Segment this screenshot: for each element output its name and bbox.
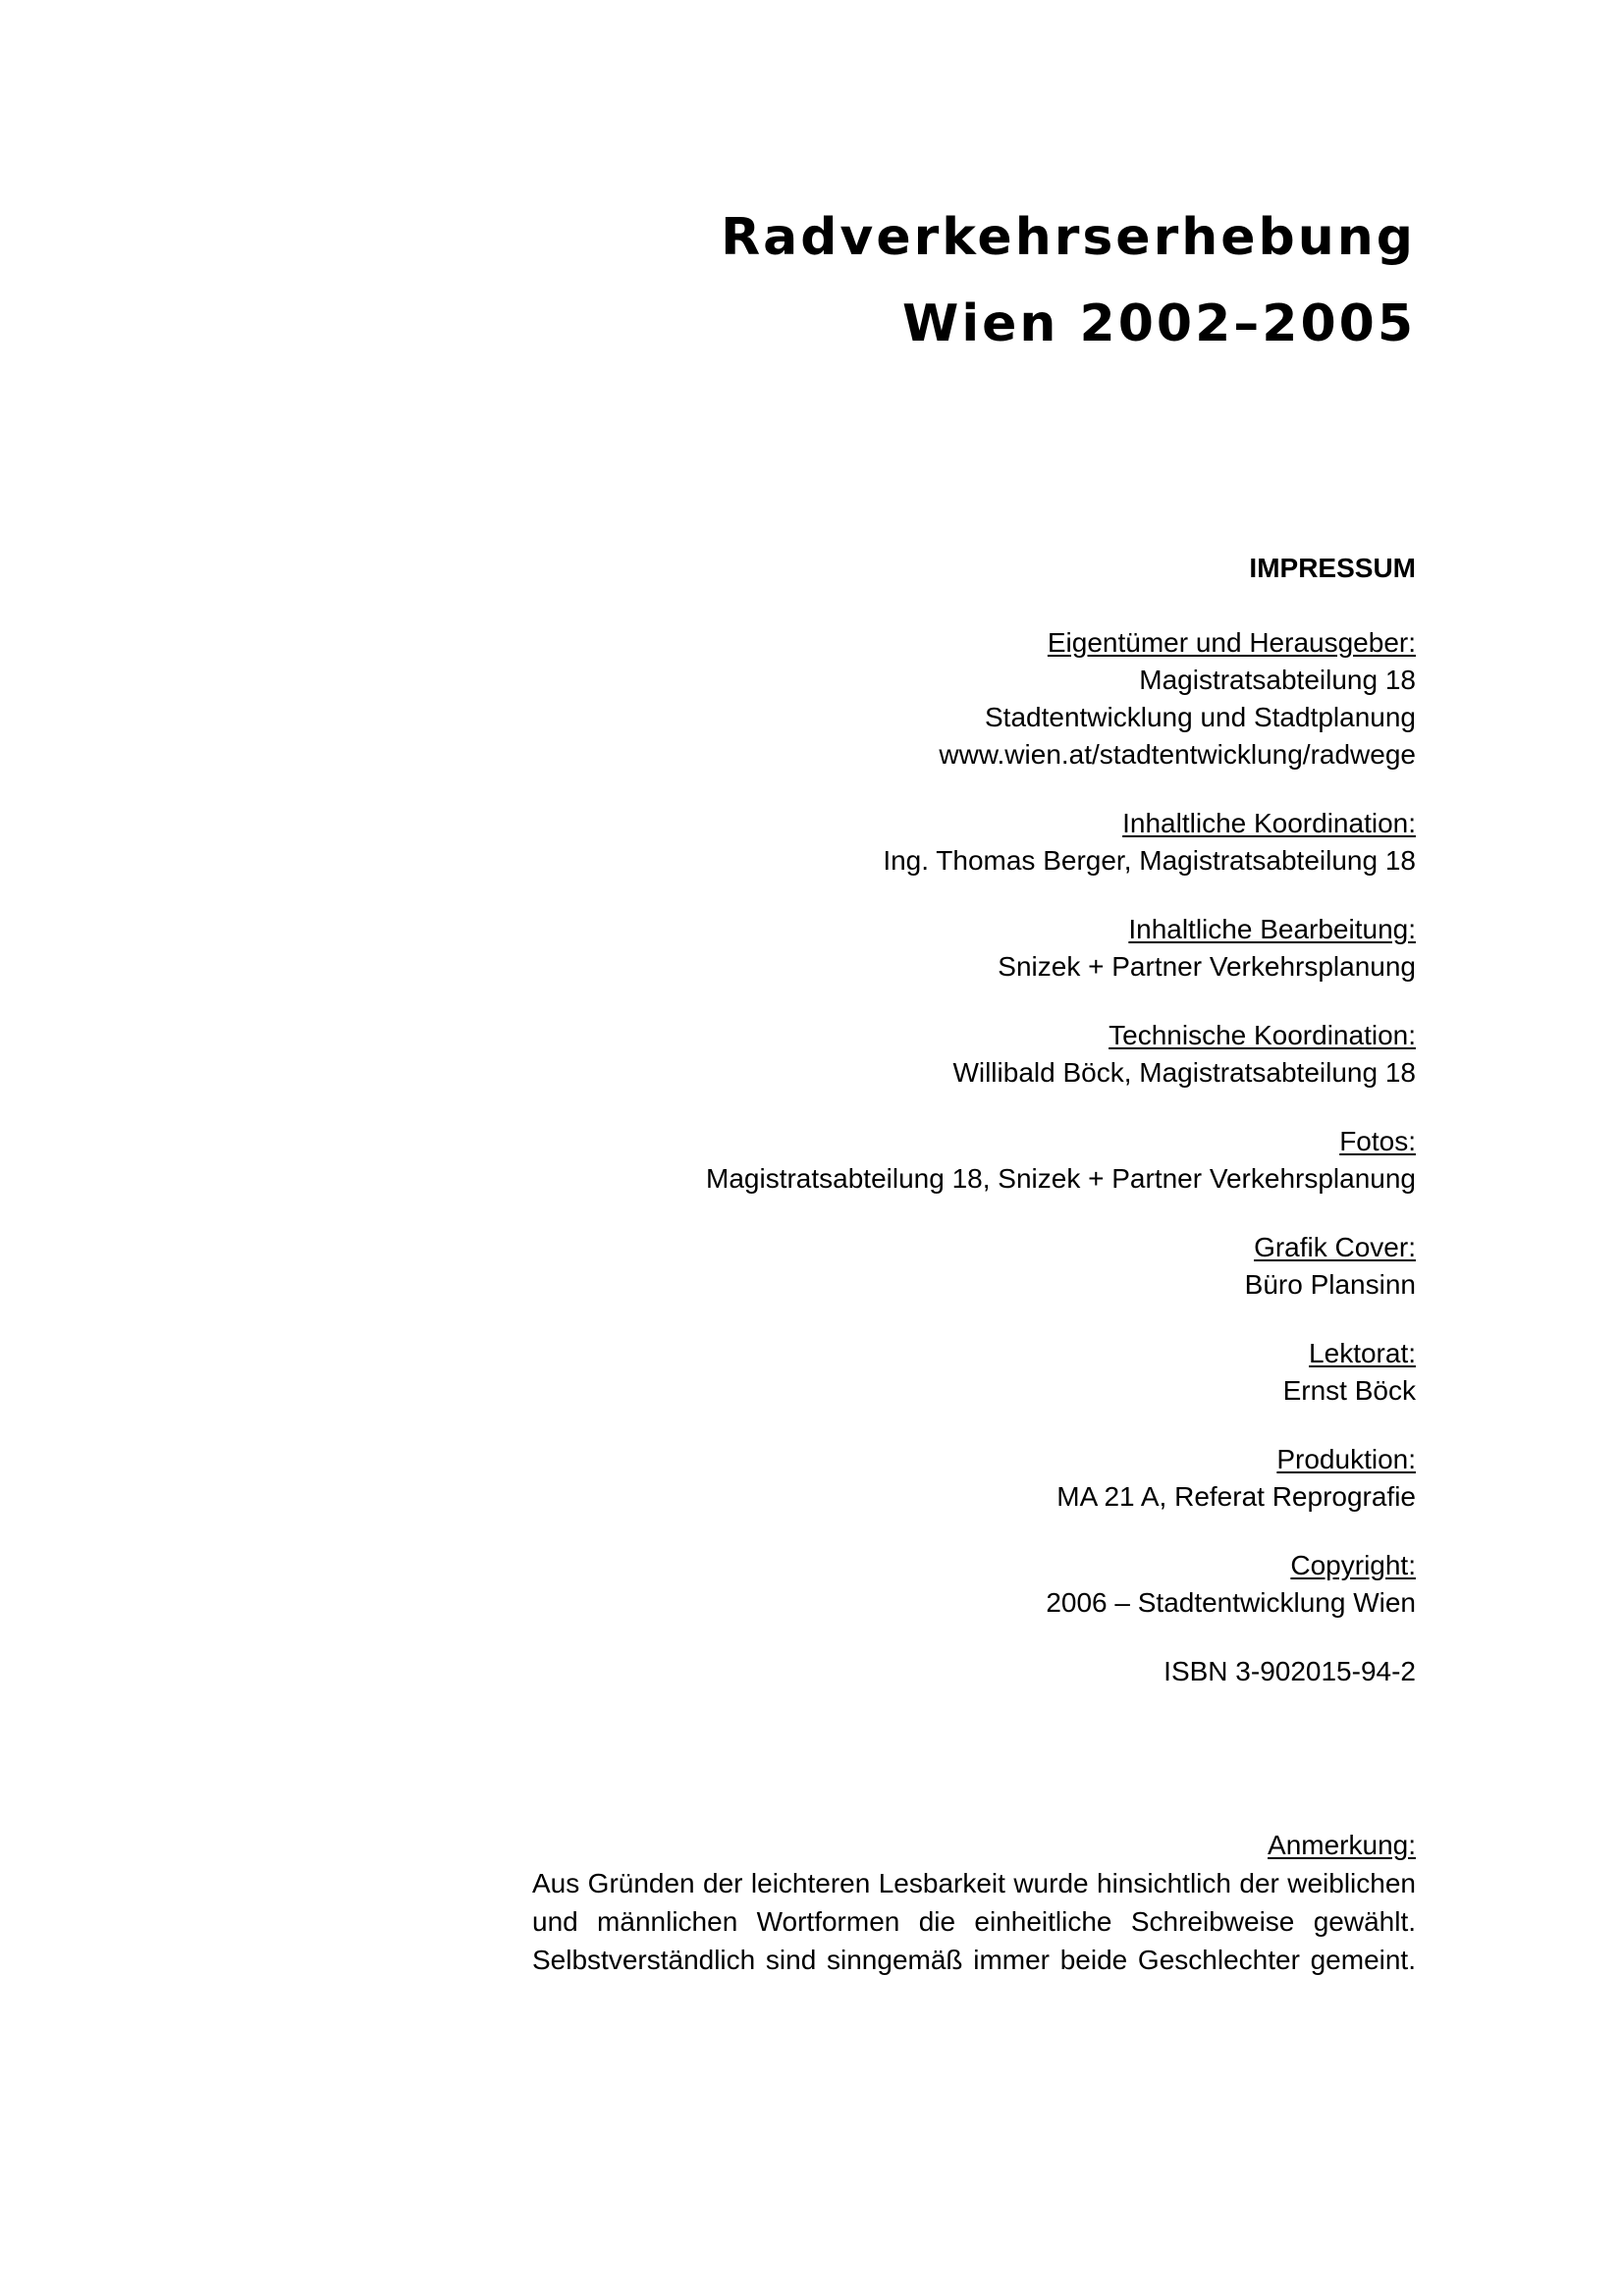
impressum-heading: IMPRESSUM xyxy=(1249,553,1416,583)
section-production xyxy=(336,1441,1416,1516)
section-line: Snizek + Partner Verkehrsplanung xyxy=(998,951,1416,982)
section-content-editing xyxy=(336,911,1416,986)
section-label: Inhaltliche Koordination: xyxy=(1122,808,1416,838)
section-cover-graphics xyxy=(336,1229,1416,1304)
note-label: Anmerkung: xyxy=(1268,1830,1416,1860)
section-line: Stadtentwicklung und Stadtplanung xyxy=(985,702,1416,732)
section-label: Grafik Cover: xyxy=(1254,1232,1416,1262)
section-line-url: www.wien.at/stadtentwicklung/radwege xyxy=(939,739,1416,770)
section-line: Büro Plansinn xyxy=(1244,1269,1416,1300)
section-line: Ernst Böck xyxy=(1282,1375,1416,1406)
section-publisher xyxy=(336,624,1416,774)
document-title xyxy=(721,194,1416,367)
impressum-block xyxy=(336,550,1416,1690)
section-proofreading xyxy=(336,1335,1416,1410)
section-label: Inhaltliche Bearbeitung: xyxy=(1128,914,1416,944)
section-line: Magistratsabteilung 18 xyxy=(1139,665,1416,695)
note-block xyxy=(532,1826,1416,1979)
section-label: Lektorat: xyxy=(1309,1338,1416,1368)
section-line: Magistratsabteilung 18, Snizek + Partner Verkehrsplanung xyxy=(706,1163,1416,1194)
section-line: MA 21 A, Referat Reprografie xyxy=(1056,1481,1416,1512)
section-content-coordination xyxy=(336,805,1416,880)
section-label: Technische Koordination: xyxy=(1109,1020,1416,1050)
section-line: Willibald Böck, Magistratsabteilung 18 xyxy=(952,1057,1416,1088)
section-technical-coordination xyxy=(336,1017,1416,1092)
section-photos xyxy=(336,1123,1416,1198)
section-line: 2006 – Stadtentwicklung Wien xyxy=(1046,1587,1416,1618)
section-label: Produktion: xyxy=(1276,1444,1416,1474)
title-line-1: Radverkehrserhebung xyxy=(721,208,1416,267)
section-copyright xyxy=(336,1547,1416,1622)
isbn-number: ISBN 3-902015-94-2 xyxy=(1163,1656,1416,1686)
section-label: Eigentümer und Herausgeber: xyxy=(1047,627,1416,658)
section-line: Ing. Thomas Berger, Magistratsabteilung 18 xyxy=(883,845,1416,876)
section-label: Fotos: xyxy=(1339,1126,1416,1156)
note-text: Aus Gründen der leichteren Lesbarkeit wurde hinsichtlich der weiblichen und männlichen Wortformen die einheitliche Schreibweise gewählt. Selbstverständlich sind sinngemäß immer beide Geschlechter gemeint. xyxy=(532,1868,1416,1975)
section-label: Copyright: xyxy=(1290,1550,1416,1580)
title-line-2: Wien 2002–2005 xyxy=(901,294,1416,353)
